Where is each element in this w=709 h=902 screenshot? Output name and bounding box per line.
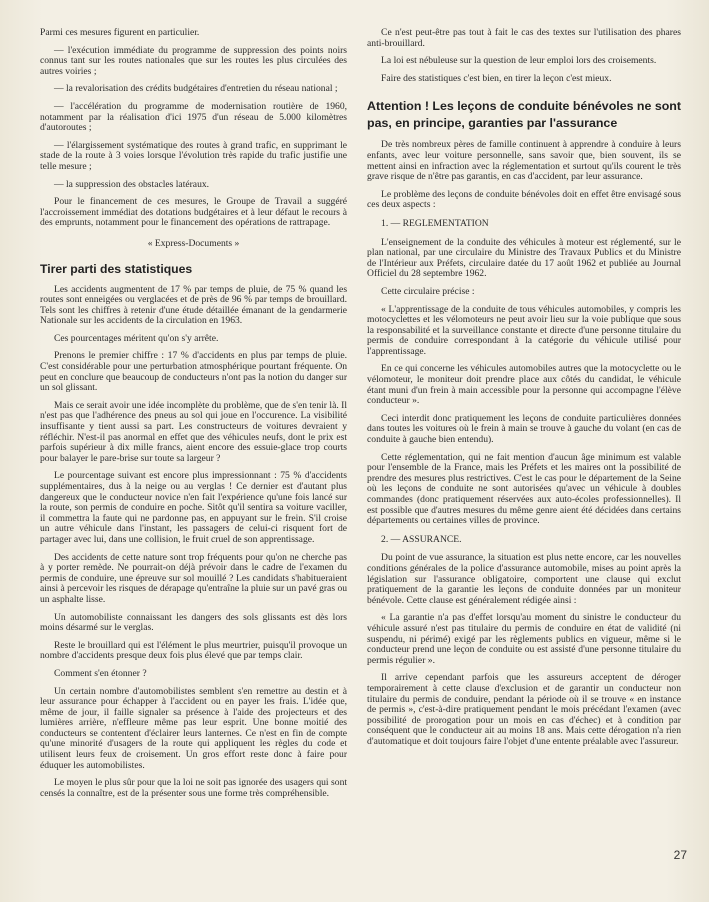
paragraph: Il arrive cependant parfois que les assureurs acceptent de déroger temporairement à cette clause d'exclusion et de garantir un conducteur non titulaire du permis de conduire, pendant la période où il se trouve « en instance de permis », c'est-à-dire pratiquement pendant le mois précédant l'examen (avec possibilité de prorogation pour un mois en cas d'échec) et à condition par conséquent que le conducteur ait au moins 18 ans. Mais cette dérogation n'a rien d'automatique et doit toujours faire l'objet d'une entente préalable avec l'assureur. <box>367 672 681 747</box>
continuation-text <box>367 28 681 84</box>
paragraph: Cette réglementation, qui ne fait mention d'aucun âge minimum est valable pour l'ensemble de la France, mais les Préfets et les maires ont la possibilité de prendre des mesures plus restrictives. C'est le cas pour le département de la Seine où les leçons de conduite ne sont autorisées qu'avec un véhicule à doubles commandes (donc pratiquement réservées aux auto-écoles professionnelles). Il est possible que d'autres mesures du même genre aient été décidées dans certains départements ou certaines villes de province. <box>367 451 681 527</box>
paragraph: Des accidents de cette nature sont trop fréquents pour qu'on ne cherche pas à y porter remède. Ne pourrait-on déjà prévoir dans le cadre de l'examen du permis de conduire, une épreuve sur sol mouillé ? Les candidats s'habitueraient ainsi à percevoir les risques de dérapage qu'entraîne la pluie sur un pavé gras ou un asphalte lisse. <box>40 551 348 605</box>
paragraph: Parmi ces mesures figurent en particulier. <box>40 27 200 38</box>
article-heading: Tirer parti des statistiques <box>40 261 193 276</box>
two-column-layout <box>40 28 681 806</box>
list-item: — l'accélération du programme de modernisation routière de 1960, notamment par la réalisation d'ici 1975 d'un réseau de 5.000 kilomètres d'autoroutes ; <box>40 100 348 134</box>
paragraph: Les accidents augmentent de 17 % par temps de pluie, de 75 % quand les routes sont enneigées ou verglacées et de près de 96 % par temps de brouillard. Tels sont les chiffres à retenir d'une étude détaillée émanant de la gendarmerie Nationale sur les accidents de la circulation en 1963. <box>40 283 348 327</box>
paragraph: Un certain nombre d'automobilistes semblent s'en remettre au destin et à leur assurance pour échapper à l'accident ou en payer les frais. L'idée que, même de jour, il faille signaler sa présence à l'aide des projecteurs et des lumières arrière, n'effleure même pas leur esprit. Une bonne moitié des conducteurs se contentent d'éclairer leurs lanternes. Ce n'est en fin de compte qu'une minorité d'usagers de la route qui appliquent les règles du code et utilisent leurs feux de croisement. Un gros effort reste donc à faire pour éduquer les automobilistes. <box>40 685 348 771</box>
list-item: — l'élargissement systématique des routes à grand trafic, en supprimant le stade de la route à 3 voies lorsque l'évolution très rapide du trafic justifie une telle mesure ; <box>40 139 348 172</box>
paragraph: Reste le brouillard qui est l'élément le plus meurtrier, puisqu'il provoque un nombre d'accidents presque deux fois plus élevé que par temps clair. <box>40 639 348 662</box>
paragraph: La loi est nébuleuse sur la question de leur emploi lors des croisements. <box>381 55 657 67</box>
paragraph: Faire des statistiques c'est bien, en tirer la leçon c'est mieux. <box>381 72 612 84</box>
paragraph: Le moyen le plus sûr pour que la loi ne soit pas ignorée des usagers qui sont censés la connaître, est de la présenter sous une forme très compréhensible. <box>40 777 348 799</box>
quote-paragraph: « La garantie n'a pas d'effet lorsqu'au moment du sinistre le conducteur du véhicule assuré n'est pas titulaire du permis de conduire en état de validité (ni suspendu, ni périmé) exigé par les règlements publics en vigueur, même si le conducteur prend une leçon de conduite ou est assisté d'une personne titulaire du permis régulier ». <box>367 612 681 666</box>
paragraph: L'enseignement de la conduite des véhicules à moteur est réglementé, sur le plan national, par une circulaire du Ministre des Travaux Publics et du Ministre de l'Intérieur aux Préfets, circulaire datée du 17 août 1962 et publiée au Journal Officiel du 28 septembre 1962. <box>367 236 681 280</box>
paragraph: Ceci interdit donc pratiquement les leçons de conduite particulières données dans toutes les voitures où le frein à main se trouve à gauche du volant (en cas de conduite à gauche bien entendu). <box>367 412 681 446</box>
paragraph: Le problème des leçons de conduite bénévoles doit en effet être envisagé sous ces deux aspects : <box>367 188 681 211</box>
paragraph: Un automobiliste connaissant les dangers des sols glissants est dès lors moins désarmé sur le verglas. <box>40 611 348 634</box>
paragraph: Pour le financement de ces mesures, le Groupe de Travail a suggéré l'accroissement immédiat des dotations budgétaires et à leur défaut le recours à des emprunts, notamment pour le financement des opérations de rattrapage. <box>40 196 348 229</box>
paragraph: Ces pourcentages méritent qu'on s'y arrête. <box>54 332 219 344</box>
source-signature: « Express-Documents » <box>147 237 240 249</box>
paragraph: De très nombreux pères de famille continuent à apprendre à conduire à leurs enfants, avec leur voiture personnelle, sans savoir que, bien souvent, ils se mettent ainsi en infraction avec la réglementation et surtout qu'ils courent le très grave risque de n'être pas garantis, en cas d'accident, par leur assurance. <box>367 139 681 183</box>
list-item: — l'exécution immédiate du programme de suppression des points noirs connus tant sur les routes nationales que sur les routes les plus circulées des autres voiries ; <box>40 44 348 77</box>
quote-paragraph: En ce qui concerne les véhicules automobiles autres que la motocyclette ou le vélomoteur, le moniteur doit prendre place aux côtés du candidat, le véhicule étant muni d'un frein à main accessible pour la personne qui accompagne l'élève conducteur ». <box>367 363 681 407</box>
section-heading: 1. — REGLEMENTATION <box>381 217 489 229</box>
paragraph: Prenons le premier chiffre : 17 % d'accidents en plus par temps de pluie. C'est considérable pour une perturbation atmosphérique pourtant fréquente. On peut en conclure que beaucoup de conducteurs n'ont pas la notion du danger sur un sol glissant. <box>40 350 348 394</box>
right-column <box>367 28 681 806</box>
quote-paragraph: « L'apprentissage de la conduite de tous véhicules automobiles, y compris les motocyclettes et les vélomoteurs ne peut avoir lieu sur la voie publique que sous la responsabilité et la surveillance constante et directe d'une personne titulaire du permis de conduire correspondant à la catégorie du véhicule utilisé pour l'apprentissage. <box>367 303 681 357</box>
article-body <box>367 140 681 747</box>
paragraph: Comment s'en étonner ? <box>54 667 147 679</box>
paragraph: Cette circulaire précise : <box>381 285 475 297</box>
paragraph: Ce n'est peut-être pas tout à fait le cas des textes sur l'utilisation des phares anti-brouillard. <box>367 27 681 49</box>
paragraph: Du point de vue assurance, la situation est plus nette encore, car les nouvelles conditions générales de la police d'assurance automobile, mises au point après la législation sur l'assurance obligatoire, comportent une clause qui exclut pratiquement de la garantie les leçons de conduite données par un moniteur bénévole. Cette clause est généralement rédigée ainsi : <box>367 552 681 606</box>
article-body <box>40 285 347 800</box>
page-number: 27 <box>673 848 687 862</box>
paragraph: Mais ce serait avoir une idée incomplète du problème, que de s'en tenir là. Il n'est pas que l'adhérence des pneus au sol qui joue en l'occurence. La visibilité insuffisante y tient aussi sa part. Les constructeurs de voitures devraient y réfléchir. N'est-il pas anormal en effet que des véhicules neufs, dont le prix est parfois supérieur à dix mille francs, aient encore des essuie-glace trop courts pour balayer le pare-brise sur toute sa largeur ? <box>40 399 348 464</box>
list-item: — la suppression des obstacles latéraux. <box>54 178 210 190</box>
list-item: — la revalorisation des crédits budgétaires d'entretien du réseau national ; <box>54 83 338 95</box>
article-heading: Attention ! Les leçons de conduite bénévoles ne sont pas, en principe, garanties par l'assurance <box>367 99 681 131</box>
section-heading: 2. — ASSURANCE. <box>381 533 462 545</box>
paragraph: Le pourcentage suivant est encore plus impressionnant : 75 % d'accidents supplémentaires, dus à la neige ou au verglas ! Ce dernier est d'autant plus dangereux que le conducteur novice n'en fait l'expérience qu'une fois lancé sur la route, son permis de conduire en poche. Sitôt qu'il sentira sa voiture vaciller, il commettra la faute qui ne pardonne pas, en appuyant sur le frein. S'il croise un autre véhicule dans l'instant, les passagers de celui-ci risquent fort de partager avec lui, dans une collision, le fruit cruel de son apprentissage. <box>40 470 348 545</box>
left-column <box>40 28 347 806</box>
measures-list <box>40 28 347 229</box>
